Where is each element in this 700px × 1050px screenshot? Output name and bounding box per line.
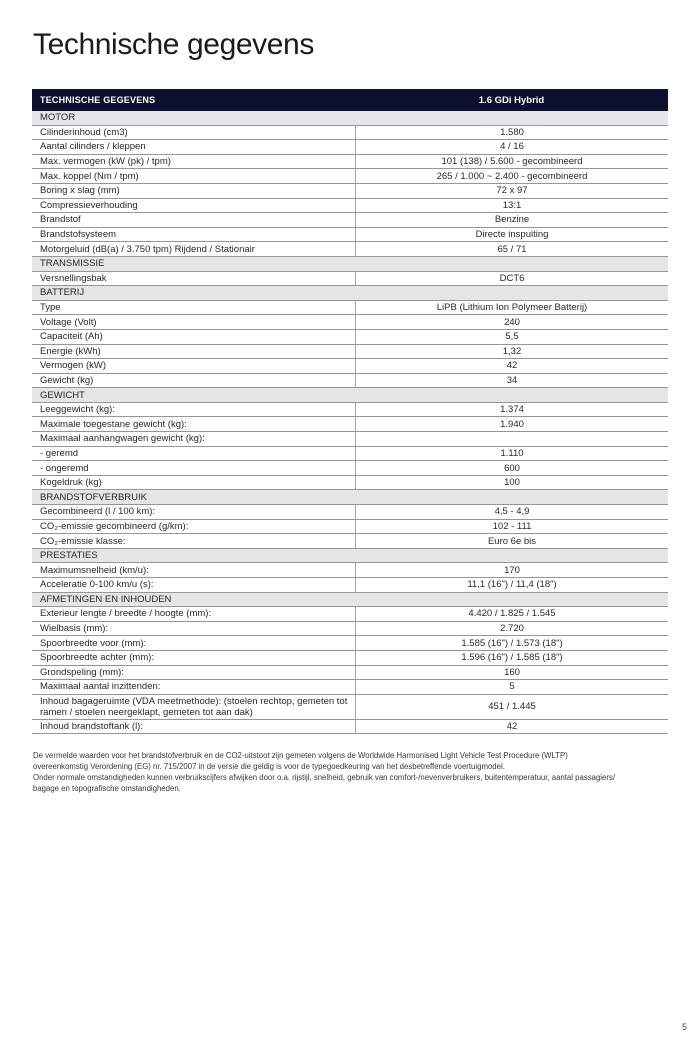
row-label: Voltage (Volt) [40, 316, 97, 328]
row-value: 600 [355, 461, 668, 475]
row-label: Energie (kWh) [40, 345, 101, 357]
table-row [32, 374, 668, 389]
table-row [32, 447, 668, 462]
page-number: 5 [681, 1022, 687, 1032]
row-value: 42 [355, 720, 668, 734]
row-value: 42 [355, 359, 668, 373]
section-title: PRESTATIES [40, 550, 98, 562]
row-label: Boring x slag (mm) [40, 185, 120, 197]
row-label: Spoorbreedte voor (mm): [40, 637, 147, 649]
row-label: Spoorbreedte achter (mm): [40, 652, 155, 664]
row-label: - ongeremd [40, 462, 89, 474]
row-label: Wielbasis (mm): [40, 623, 109, 635]
row-value: 1.110 [355, 447, 668, 461]
footnotes [33, 750, 675, 794]
table-header-variant: 1.6 GDi Hybrid [478, 94, 545, 106]
row-label: Maximaal aanhangwagen gewicht (kg): [40, 433, 205, 445]
table-row [32, 242, 668, 257]
table-row [32, 272, 668, 287]
spec-table [32, 89, 668, 734]
table-row [32, 140, 668, 155]
row-value: 2.720 [355, 622, 668, 636]
row-label: Gecombineerd (l / 100 km): [40, 506, 156, 518]
table-row [32, 651, 668, 666]
table-row [32, 228, 668, 243]
table-row [32, 476, 668, 491]
row-value: 4 / 16 [355, 140, 668, 154]
row-value: 1,32 [355, 345, 668, 359]
row-label: Brandstofsysteem [40, 229, 117, 241]
section-header-motor [32, 111, 668, 126]
section-title: MOTOR [40, 112, 76, 124]
row-value: 65 / 71 [355, 242, 668, 256]
row-value: 5 [355, 680, 668, 694]
row-value: Euro 6e bis [355, 534, 668, 548]
section-title: TRANSMISSIE [40, 258, 105, 270]
row-label: Inhoud brandstoftank (l): [40, 721, 143, 733]
footnote-line: Onder normale omstandigheden kunnen verbruikscijfers afwijken door o.a. rijstijl, snelheid, gebruik van comfort-/nevenverbruikers, buitentemperatuur, aantal passagiers/ [33, 773, 616, 782]
table-row [32, 184, 668, 199]
table-row [32, 345, 668, 360]
section-title: AFMETINGEN EN INHOUDEN [40, 593, 172, 605]
row-value: 265 / 1.000 ~ 2.400 - gecombineerd [355, 169, 668, 183]
row-label: Compressieverhouding [40, 199, 138, 211]
row-value: Directe inspuiting [355, 228, 668, 242]
table-row [32, 695, 668, 720]
row-label: Exterieur lengte / breedte / hoogte (mm): [40, 608, 212, 620]
table-row [32, 563, 668, 578]
row-value: 11,1 (16") / 11,4 (18") [355, 578, 668, 592]
row-label: Capaciteit (Ah) [40, 331, 103, 343]
row-label: Brandstof [40, 214, 81, 226]
table-row [32, 461, 668, 476]
row-value: 1.374 [355, 403, 668, 417]
row-label: Max. vermogen (kW (pk) / tpm) [40, 156, 171, 168]
row-value: 5,5 [355, 330, 668, 344]
row-label: Cilinderinhoud (cm3) [40, 126, 128, 138]
row-value [355, 432, 668, 446]
table-row [32, 432, 668, 447]
row-label: Acceleratie 0-100 km/u (s): [40, 579, 154, 591]
section-header-brandstofverbruik [32, 490, 668, 505]
row-label: Versnellingsbak [40, 272, 107, 284]
table-row [32, 680, 668, 695]
table-row [32, 578, 668, 593]
table-body [32, 111, 668, 734]
row-value: Benzine [355, 213, 668, 227]
row-value: LiPB (Lithium Ion Polymeer Batterij) [355, 301, 668, 315]
row-label: Type [40, 302, 61, 314]
row-value: 4.420 / 1.825 / 1.545 [355, 607, 668, 621]
footnote-line: overeenkomstig Verordening (EG) nr. 715/2007 in de versie die geldig is voor de typegoedkeuring van het desbetreffende voertuigmodel. [33, 762, 505, 771]
row-value: 34 [355, 374, 668, 388]
row-label: Max. koppel (Nm / tpm) [40, 170, 139, 182]
row-label: Vermogen (kW) [40, 360, 106, 372]
table-row [32, 315, 668, 330]
row-value: 1.940 [355, 417, 668, 431]
section-header-transmissie [32, 257, 668, 272]
table-row [32, 199, 668, 214]
row-label: Motorgeluid (dB(a) / 3.750 tpm) Rijdend / Stationair [40, 243, 255, 255]
row-value: 160 [355, 666, 668, 680]
row-value: 4,5 - 4,9 [355, 505, 668, 519]
table-row [32, 417, 668, 432]
row-value: 1.596 (16") / 1.585 (18") [355, 651, 668, 665]
row-value: 101 (138) / 5.600 - gecombineerd [355, 155, 668, 169]
table-row [32, 636, 668, 651]
row-value: 72 x 97 [355, 184, 668, 198]
table-row [32, 359, 668, 374]
section-header-afmetingen-en-inhouden [32, 593, 668, 608]
table-row [32, 666, 668, 681]
row-label: CO₂-emissie klasse: [40, 535, 126, 547]
row-value: 1.585 (16") / 1.573 (18") [355, 636, 668, 650]
table-row [32, 622, 668, 637]
table-row [32, 720, 668, 735]
row-label: Inhoud bagageruimte (VDA meetmethode): (stoelen rechtop, gemeten tot ramen / stoelen neergeklapt, gemeten tot aan dak) [40, 695, 348, 718]
table-row [32, 403, 668, 418]
row-label: Aantal cilinders / kleppen [40, 141, 146, 153]
row-label: Maximumsnelheid (km/u): [40, 564, 149, 576]
table-row [32, 169, 668, 184]
table-row [32, 155, 668, 170]
table-row [32, 301, 668, 316]
table-header-bar [32, 89, 668, 111]
row-value: 170 [355, 563, 668, 577]
table-row [32, 213, 668, 228]
footnote-line: De vermelde waarden voor het brandstofverbruik en de CO2-uitstoot zijn gemeten volgens de Worldwide Harmonised Light Vehicle Test Procedure (WLTP) [33, 751, 568, 760]
section-title: BRANDSTOFVERBRUIK [40, 491, 147, 503]
row-value: 1.580 [355, 126, 668, 140]
row-label: Gewicht (kg) [40, 374, 94, 386]
row-label: Kogeldruk (kg) [40, 477, 102, 489]
table-row [32, 330, 668, 345]
section-header-prestaties [32, 549, 668, 564]
section-header-batterij [32, 286, 668, 301]
row-label: Leeggewicht (kg): [40, 404, 115, 416]
footnote-line: bagage en topografische omstandigheden. [33, 784, 181, 793]
row-value: 102 - 111 [355, 520, 668, 534]
section-title: GEWICHT [40, 389, 85, 401]
row-label: Grondspeling (mm): [40, 666, 124, 678]
row-label: Maximale toegestane gewicht (kg): [40, 418, 187, 430]
page-title: Technische gegevens [33, 28, 314, 61]
row-value: 13:1 [355, 199, 668, 213]
table-row [32, 126, 668, 141]
row-value: DCT6 [355, 272, 668, 286]
table-header-title: TECHNISCHE GEGEVENS [40, 95, 156, 105]
row-label: CO₂-emissie gecombineerd (g/km): [40, 520, 189, 532]
row-value: 100 [355, 476, 668, 490]
row-label: Maximaal aantal inzittenden: [40, 681, 161, 693]
section-header-gewicht [32, 388, 668, 403]
row-value: 240 [355, 315, 668, 329]
row-label: - geremd [40, 447, 79, 459]
table-row [32, 607, 668, 622]
table-row [32, 534, 668, 549]
table-row [32, 520, 668, 535]
row-value: 451 / 1.445 [355, 695, 668, 719]
section-title: BATTERIJ [40, 287, 85, 299]
table-row [32, 505, 668, 520]
